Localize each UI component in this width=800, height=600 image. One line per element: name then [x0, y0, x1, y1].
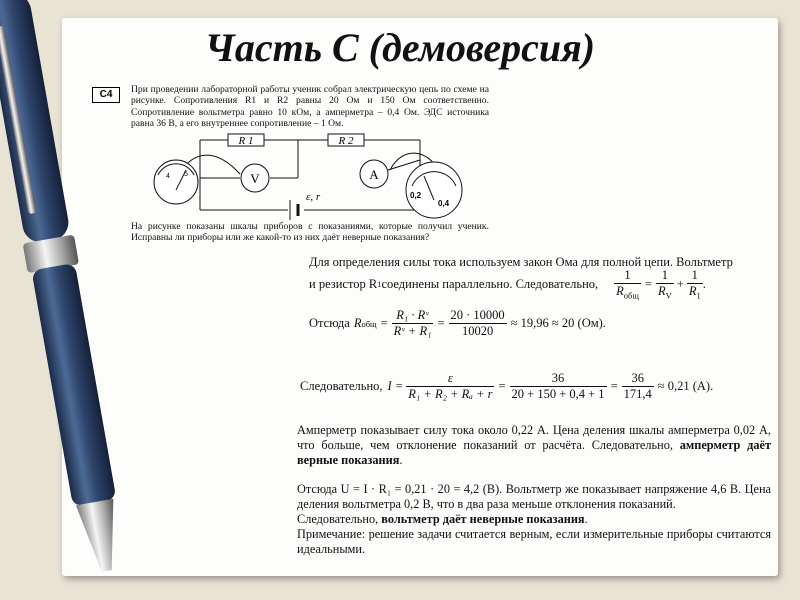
- pen-barrel: [31, 263, 116, 507]
- equation-parallel: $\frac{1}{R_{общ}}$ = $\frac{1}{R_V}$ + $\frac{1}{R_1}$ .: [616, 268, 706, 301]
- solution-line-2-mid: соединены параллельно. Следовательно,: [381, 276, 599, 291]
- svg-text:4: 4: [166, 173, 170, 180]
- voltmeter-conclusion: вольтметр даёт неверные показания: [381, 512, 585, 526]
- ammeter-analysis: Амперметр показывает силу тока около 0,22 А. Цена деления шкалы амперметра 0,02 А, что больше, чем отклонение показаний от расчёта. Следовательно, амперметр даёт верные показания.: [297, 423, 771, 467]
- ammeter-label: A: [369, 167, 379, 182]
- voltmeter-dial: [154, 160, 198, 204]
- svg-text:5: 5: [184, 171, 188, 178]
- resistor-r1-label: R 1: [238, 135, 254, 147]
- ammeter-conclusion: амперметр даёт верные показания: [297, 438, 771, 467]
- solution-line-2-pre: и резистор R: [309, 276, 378, 291]
- solution-line-2: и резистор R 1 соединены параллельно. Следовательно, $\frac{1}{R_{общ}}$ = $\frac{1}{R_V}$ + $\frac{1}{R_1}$ .: [309, 268, 706, 301]
- page-title: Часть С (демоверсия): [204, 25, 596, 70]
- resistor-r2-label: R 2: [338, 135, 354, 147]
- equation-current: Следовательно, I = $\frac{\varepsilon}{\text{R₁ + R₂ + Rₐ + r}}$ = $\frac{36}{20 + 150 + 0,4 + 1}$ = $\frac{36}{171,4}$ ≈ 0,21 (А).: [300, 371, 714, 401]
- solution-note: Примечание: решение задачи считается верным, если измерительные приборы считаются идеальными.: [297, 527, 771, 556]
- task-question: На рисунке показаны шкалы приборов с показаниями, которые получил ученик. Исправны ли приборы или же какой-то из них даёт неверные показания?: [131, 221, 489, 244]
- svg-text:0,2: 0,2: [410, 191, 422, 200]
- pen-tip: [76, 499, 126, 575]
- task-statement: При проведении лабораторной работы ученик собрал электрическую цепь по схеме на рисунке. Сопротивления R1 и R2 равны 20 Ом и 150 Ом соответственно. Сопротивление вольтметра равно 10 кОм, а амперметра – 0,4 Ом. ЭДС источника равна 36 В, а его внутреннее сопротивление – 1 Ом.: [131, 84, 489, 129]
- voltmeter-label: V: [250, 171, 260, 186]
- voltmeter-analysis: Отсюда U = I · R₁ = 0,21 · 20 = 4,2 (В). Вольтметр же показывает напряжение 4,6 В. Цена деления вольтметра 0,2 В, что в два раза меньше отклонения показаний. Следовательно, вольтметр даёт неверные показания. Примечание: решение задачи считается верным, если измерительные приборы считаются идеальными.: [297, 482, 771, 556]
- solution-line-1: Для определения силы тока используем закон Ома для полной цепи. Вольтметр: [309, 255, 733, 269]
- circuit-diagram: [128, 130, 498, 222]
- equation-r-total: Отсюда R общ = $\frac{\text{R₁ · Rᵛ}}{\text{Rᵛ + R₁}}$ = $\frac{20 \cdot 10000}{10020}$ ≈ 19,96 ≈ 20 (Ом).: [309, 308, 606, 338]
- task-label: С4: [92, 87, 120, 103]
- svg-text:0,4: 0,4: [438, 199, 450, 208]
- source-label: ε, r: [306, 191, 321, 203]
- ammeter-dial: [406, 162, 462, 218]
